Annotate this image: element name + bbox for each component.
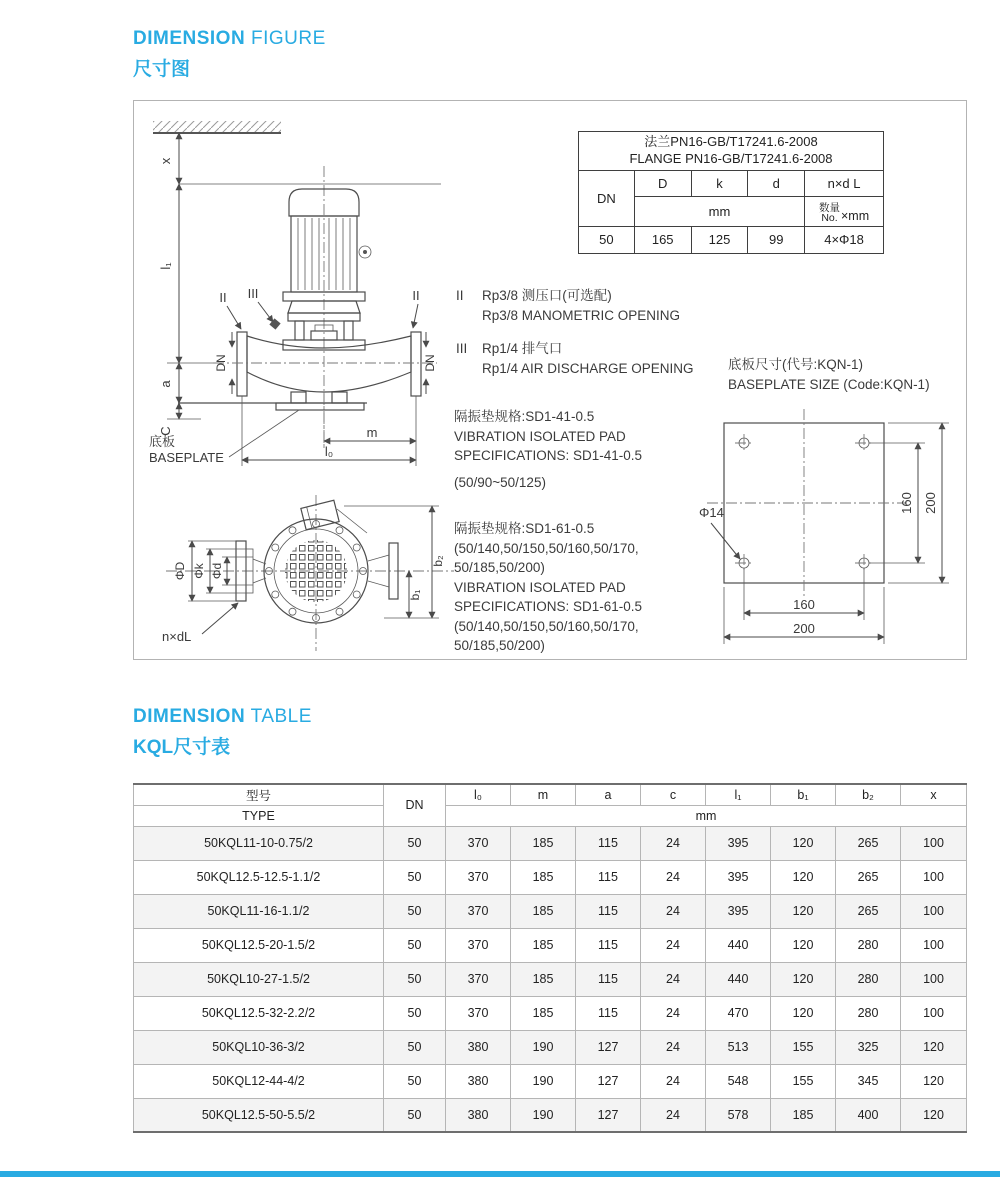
header-col-x: x — [901, 784, 967, 805]
header-col-b2: b₂ — [836, 784, 901, 805]
discharge-box — [301, 500, 339, 530]
flange-table-title — [579, 132, 884, 171]
model-cell: 50KQL12.5-12.5-1.1/2 — [134, 860, 384, 894]
value-cell: 395 — [706, 894, 771, 928]
value-cell: 265 — [836, 894, 901, 928]
pump-casing — [247, 336, 411, 392]
dim-x-label: x — [158, 157, 173, 165]
value-cell: 24 — [641, 860, 706, 894]
value-cell: 185 — [511, 962, 576, 996]
dim-bottom-160: 160 — [793, 597, 815, 612]
dim-b2-label: b₂ — [431, 555, 445, 567]
dim-dn-right-label: DN — [423, 354, 437, 372]
baseplate-label-cn: 底板 — [149, 434, 176, 449]
dim-l0-label: l₀ — [324, 444, 334, 459]
flange-qty-cn: 数量 — [819, 201, 840, 214]
baseplate-drawing — [699, 401, 964, 657]
table-section-title — [133, 706, 312, 759]
table-title-bold: DIMENSION — [133, 706, 246, 727]
value-cell: 127 — [576, 1030, 641, 1064]
value-cell: 50 — [384, 826, 446, 860]
note-mark-ii: II — [456, 288, 464, 303]
pad2-cn-range1: (50/140,50/150,50/160,50/170, — [454, 540, 639, 556]
value-cell: 185 — [511, 928, 576, 962]
value-cell: 370 — [446, 826, 511, 860]
value-cell: 115 — [576, 860, 641, 894]
value-cell: 24 — [641, 894, 706, 928]
value-cell: 50 — [384, 928, 446, 962]
value-cell: 24 — [641, 826, 706, 860]
pad1-en2: SPECIFICATIONS: SD1-41-0.5 — [454, 448, 643, 464]
header-col-c: c — [641, 784, 706, 805]
value-cell: 115 — [576, 962, 641, 996]
value-cell: 265 — [836, 860, 901, 894]
header-col-l0: l₀ — [446, 784, 511, 805]
value-cell: 370 — [446, 962, 511, 996]
value-cell: 50 — [384, 894, 446, 928]
flange-title-cn: 法兰PN16-GB/T17241.6-2008 — [644, 134, 818, 149]
flange-col-nxdl: n×d L — [805, 170, 884, 196]
pad1-range: (50/90~50/125) — [454, 474, 546, 490]
table-row — [134, 826, 967, 860]
value-cell: 127 — [576, 1098, 641, 1132]
header-model-en: TYPE — [134, 805, 384, 826]
table-row — [134, 894, 967, 928]
value-cell: 185 — [771, 1098, 836, 1132]
table-row — [134, 1064, 967, 1098]
header-unit: mm — [446, 805, 967, 826]
opening-notes — [456, 286, 756, 378]
model-cell: 50KQL11-10-0.75/2 — [134, 826, 384, 860]
pad1-note — [454, 407, 724, 492]
right-flange — [411, 332, 421, 396]
dim-dn-left-label: DN — [214, 354, 228, 372]
dimension-table-body — [134, 826, 967, 1132]
table-row — [134, 860, 967, 894]
value-cell: 513 — [706, 1030, 771, 1064]
model-cell: 50KQL10-36-3/2 — [134, 1030, 384, 1064]
flange-qty-en: No. — [821, 212, 838, 225]
value-cell: 380 — [446, 1098, 511, 1132]
mark-iii: III — [247, 286, 259, 301]
mark-ii-left: II — [219, 290, 227, 305]
value-cell: 50 — [384, 962, 446, 996]
value-cell: 280 — [836, 962, 901, 996]
baseplate-edge — [276, 403, 364, 410]
model-cell: 50KQL11-16-1.1/2 — [134, 894, 384, 928]
model-cell: 50KQL12.5-32-2.2/2 — [134, 996, 384, 1030]
value-cell: 190 — [511, 1030, 576, 1064]
table-row — [134, 1030, 967, 1064]
value-cell: 190 — [511, 1064, 576, 1098]
value-cell: 50 — [384, 1030, 446, 1064]
baseplate-title-en: BASEPLATE SIZE (Code:KQN-1) — [728, 377, 930, 393]
value-cell: 190 — [511, 1098, 576, 1132]
dim-b1-label: b₁ — [408, 589, 422, 601]
ceiling-hatch — [153, 121, 281, 133]
value-cell: 470 — [706, 996, 771, 1030]
value-cell: 120 — [901, 1064, 967, 1098]
value-cell: 370 — [446, 894, 511, 928]
value-cell: 380 — [446, 1064, 511, 1098]
dim-phid-label: Φd — [210, 562, 224, 580]
pump-top-view-drawing — [154, 481, 464, 659]
note-ii-en: Rp3/8 MANOMETRIC OPENING — [482, 307, 681, 323]
value-cell: 120 — [771, 894, 836, 928]
value-cell: 120 — [771, 928, 836, 962]
flange-qty-cell — [805, 196, 884, 226]
flange-val-d: 99 — [748, 226, 805, 253]
value-cell: 100 — [901, 962, 967, 996]
footer-accent-bar — [0, 1171, 1000, 1177]
value-cell: 370 — [446, 996, 511, 1030]
pad2-cn-range2: 50/185,50/200) — [454, 560, 545, 576]
header-col-l1: l₁ — [706, 784, 771, 805]
dim-phiD-label: ΦD — [173, 561, 187, 581]
table-row — [134, 928, 967, 962]
value-cell: 120 — [901, 1030, 967, 1064]
value-cell: 185 — [511, 826, 576, 860]
dim-m-label: m — [366, 425, 378, 440]
value-cell: 155 — [771, 1030, 836, 1064]
value-cell: 120 — [771, 826, 836, 860]
dim-c-label: C — [158, 426, 173, 436]
dim-nxdl-label: n×dL — [162, 629, 192, 644]
table-title-cn: KQL尺寸表 — [133, 737, 231, 758]
dim-phi14-label: Φ14 — [699, 505, 724, 520]
value-cell: 370 — [446, 860, 511, 894]
value-cell: 24 — [641, 996, 706, 1030]
model-cell: 50KQL12-44-4/2 — [134, 1064, 384, 1098]
flange-val-dn: 50 — [579, 226, 635, 253]
table-row — [134, 996, 967, 1030]
value-cell: 280 — [836, 928, 901, 962]
flange-col-D: D — [634, 170, 691, 196]
flange-val-D: 165 — [634, 226, 691, 253]
figure-title-bold: DIMENSION — [133, 28, 246, 49]
flange-col-d: d — [748, 170, 805, 196]
figure-section-title — [133, 28, 326, 81]
value-cell: 155 — [771, 1064, 836, 1098]
flange-val-k: 125 — [691, 226, 748, 253]
model-cell: 50KQL10-27-1.5/2 — [134, 962, 384, 996]
pad1-cn: 隔振垫规格:SD1-41-0.5 — [454, 409, 595, 424]
model-cell: 50KQL12.5-20-1.5/2 — [134, 928, 384, 962]
header-col-b1: b₁ — [771, 784, 836, 805]
pad2-en-range2: 50/185,50/200) — [454, 638, 545, 654]
dimension-figure-box — [133, 100, 967, 660]
value-cell: 265 — [836, 826, 901, 860]
note-iii-en: Rp1/4 AIR DISCHARGE OPENING — [482, 360, 694, 376]
value-cell: 395 — [706, 860, 771, 894]
flange-val-nxdl: 4×Φ18 — [805, 226, 884, 253]
value-cell: 325 — [836, 1030, 901, 1064]
value-cell: 115 — [576, 928, 641, 962]
table-row — [134, 1098, 967, 1132]
dim-phik-label: Φk — [192, 563, 206, 579]
figure-title-en — [133, 28, 326, 50]
value-cell: 24 — [641, 928, 706, 962]
pad2-en2: SPECIFICATIONS: SD1-61-0.5 — [454, 599, 643, 615]
value-cell: 578 — [706, 1098, 771, 1132]
value-cell: 185 — [511, 996, 576, 1030]
table-title-en — [133, 706, 312, 728]
note-ii-cn: Rp3/8 测压口(可选配) — [482, 288, 612, 303]
header-model-cn: 型号 — [134, 784, 384, 805]
value-cell: 115 — [576, 826, 641, 860]
value-cell: 185 — [511, 860, 576, 894]
value-cell: 115 — [576, 996, 641, 1030]
value-cell: 400 — [836, 1098, 901, 1132]
figure-title-cn: 尺寸图 — [133, 59, 191, 80]
note-mark-iii: III — [456, 341, 468, 357]
header-col-a: a — [576, 784, 641, 805]
pad2-en-range1: (50/140,50/150,50/160,50/170, — [454, 618, 639, 634]
value-cell: 100 — [901, 996, 967, 1030]
value-cell: 345 — [836, 1064, 901, 1098]
pump-front-view-drawing — [139, 104, 469, 476]
value-cell: 50 — [384, 1098, 446, 1132]
figure-title-light: FIGURE — [245, 28, 326, 49]
value-cell: 24 — [641, 1098, 706, 1132]
value-cell: 24 — [641, 1064, 706, 1098]
note-iii-cn: Rp1/4 排气口 — [482, 341, 563, 357]
flange-title-en: FLANGE PN16-GB/T17241.6-2008 — [629, 150, 833, 166]
value-cell: 370 — [446, 928, 511, 962]
value-cell: 50 — [384, 996, 446, 1030]
value-cell: 127 — [576, 1064, 641, 1098]
value-cell: 185 — [511, 894, 576, 928]
pad2-note — [454, 519, 729, 656]
value-cell: 100 — [901, 860, 967, 894]
flange-spec-table — [578, 131, 884, 254]
value-cell: 115 — [576, 894, 641, 928]
value-cell: 100 — [901, 826, 967, 860]
value-cell: 380 — [446, 1030, 511, 1064]
model-cell: 50KQL12.5-50-5.5/2 — [134, 1098, 384, 1132]
value-cell: 120 — [771, 962, 836, 996]
value-cell: 24 — [641, 1030, 706, 1064]
dim-a-label: a — [158, 380, 173, 388]
header-dn: DN — [384, 784, 446, 826]
value-cell: 100 — [901, 928, 967, 962]
value-cell: 100 — [901, 894, 967, 928]
value-cell: 50 — [384, 860, 446, 894]
dim-right-160: 160 — [899, 492, 914, 514]
table-title-light: TABLE — [245, 706, 312, 727]
value-cell: 548 — [706, 1064, 771, 1098]
value-cell: 280 — [836, 996, 901, 1030]
flange-unit: mm — [634, 196, 804, 226]
header-col-m: m — [511, 784, 576, 805]
value-cell: 50 — [384, 1064, 446, 1098]
pad1-en1: VIBRATION ISOLATED PAD — [454, 428, 626, 444]
pad2-cn: 隔振垫规格:SD1-61-0.5 — [454, 521, 595, 536]
mark-ii-right: II — [412, 288, 420, 303]
pad2-en1: VIBRATION ISOLATED PAD — [454, 579, 626, 595]
value-cell: 440 — [706, 928, 771, 962]
baseplate-label-en: BASEPLATE — [149, 450, 224, 465]
value-cell: 120 — [771, 996, 836, 1030]
left-flange — [237, 332, 247, 396]
dim-l1-label: l₁ — [158, 262, 173, 270]
flange-col-k: k — [691, 170, 748, 196]
value-cell: 395 — [706, 826, 771, 860]
dimension-table — [133, 783, 967, 1133]
baseplate-title-cn: 底板尺寸(代号:KQN-1) — [728, 357, 863, 372]
flange-qty-suffix: ×mm — [841, 209, 870, 224]
value-cell: 120 — [771, 860, 836, 894]
table-row — [134, 962, 967, 996]
flange-col-dn: DN — [579, 170, 635, 226]
motor-fin-grid — [285, 540, 347, 602]
value-cell: 120 — [901, 1098, 967, 1132]
baseplate-size-title — [728, 355, 930, 396]
value-cell: 24 — [641, 962, 706, 996]
dim-bottom-200: 200 — [793, 621, 815, 636]
value-cell: 440 — [706, 962, 771, 996]
dim-right-200: 200 — [923, 492, 938, 514]
